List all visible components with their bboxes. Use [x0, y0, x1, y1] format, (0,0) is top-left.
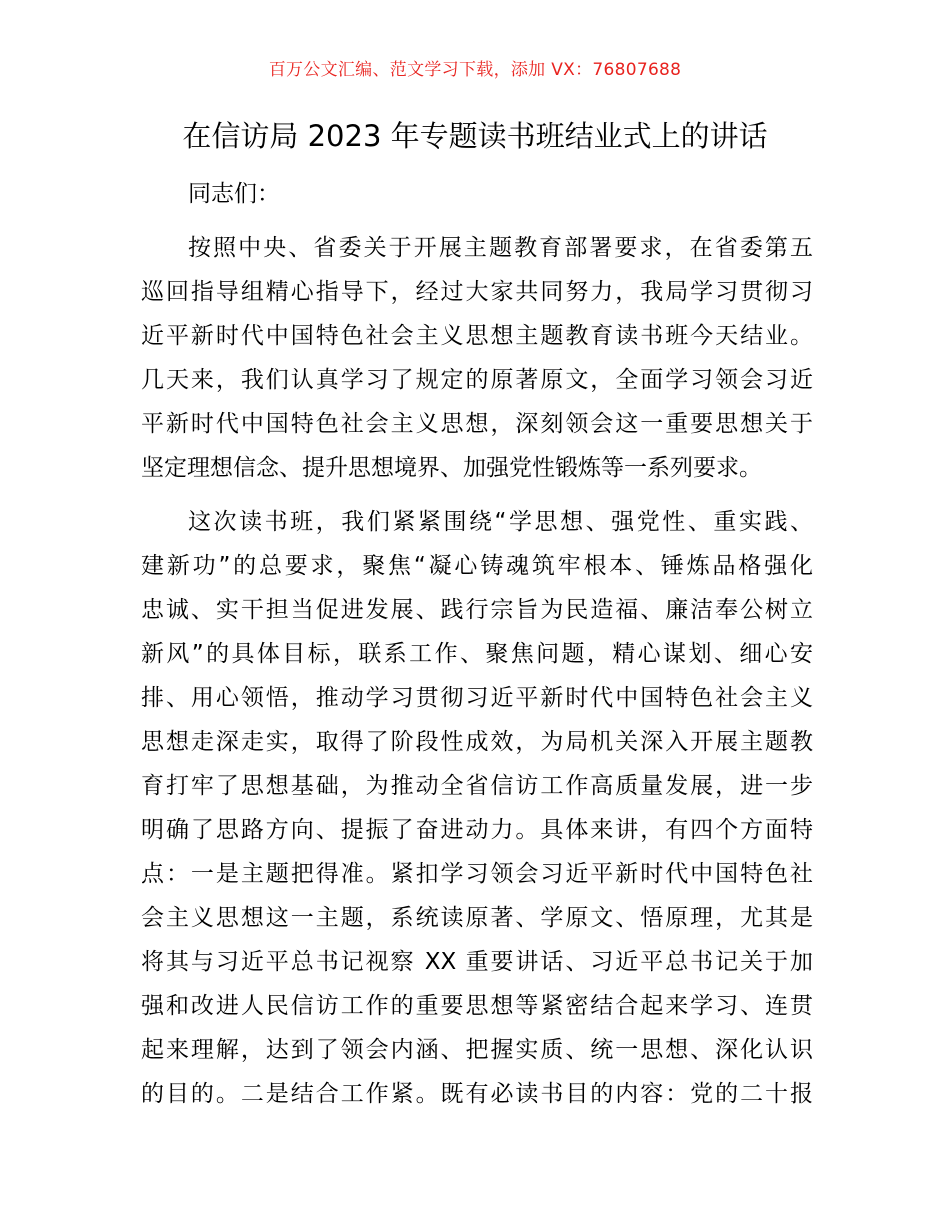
- document-title: 在信访局 2023 年专题读书班结业式上的讲话: [182, 119, 768, 153]
- paragraph-line: 建新功”的总要求，聚焦“凝心铸魂筑牢根本、锤炼品格强化: [141, 553, 813, 579]
- paragraph-line: 这次读书班，我们紧紧围绕“学思想、强党性、重实践、: [188, 509, 813, 535]
- paragraph-line: 思想走深走实，取得了阶段性成效，为局机关深入开展主题教: [141, 729, 813, 755]
- paragraph-line: 明确了思路方向、提振了奋进动力。具体来讲，有四个方面特: [141, 817, 813, 843]
- paragraph-line: 坚定理想信念、提升思想境界、加强党性锻炼等一系列要求。: [141, 455, 762, 481]
- paragraph-line: 育打牢了思想基础，为推动全省信访工作高质量发展，进一步: [141, 773, 813, 799]
- paragraph-line: 忠诚、实干担当促进发展、践行宗旨为民造福、廉洁奉公树立: [141, 597, 813, 623]
- paragraph-line: 新风”的具体目标，联系工作、聚焦问题，精心谋划、细心安: [141, 641, 813, 667]
- paragraph-line: 强和改进人民信访工作的重要思想等紧密结合起来学习、连贯: [141, 993, 813, 1019]
- paragraph-line: 近平新时代中国特色社会主义思想主题教育读书班今天结业。: [141, 323, 813, 349]
- paragraph-line: 按照中央、省委关于开展主题教育部署要求，在省委第五: [188, 235, 813, 261]
- paragraph-line: 平新时代中国特色社会主义思想，深刻领会这一重要思想关于: [141, 411, 813, 437]
- paragraph-1: [141, 226, 813, 490]
- paragraph-line: 会主义思想这一主题，系统读原著、学原文、悟原理，尤其是: [141, 905, 813, 931]
- paragraph-spacer: [141, 490, 813, 500]
- paragraph-line: 巡回指导组精心指导下，经过大家共同努力，我局学习贯彻习: [141, 279, 813, 305]
- salutation: 同志们：: [188, 181, 280, 207]
- paragraph-line: 的目的。二是结合工作紧。既有必读书目的内容：党的二十报: [141, 1081, 813, 1107]
- paragraph-line: 几天来，我们认真学习了规定的原著原文，全面学习领会习近: [141, 367, 813, 393]
- paragraph-line: 排、用心领悟，推动学习贯彻习近平新时代中国特色社会主义: [141, 685, 813, 711]
- paragraph-line: 将其与习近平总书记视察 XX 重要讲话、习近平总书记关于加: [141, 949, 813, 975]
- paragraph-line: 起来理解，达到了领会内涵、把握实质、统一思想、深化认识: [141, 1037, 813, 1063]
- paragraph-line: 点：一是主题把得准。紧扣学习领会习近平新时代中国特色社: [141, 861, 813, 887]
- paragraph-spacer: [141, 216, 813, 226]
- document-body: [141, 172, 813, 1116]
- header-watermark-note: 百万公文汇编、范文学习下载，添加 VX：76807688: [268, 60, 682, 80]
- paragraph-2: [141, 500, 813, 1116]
